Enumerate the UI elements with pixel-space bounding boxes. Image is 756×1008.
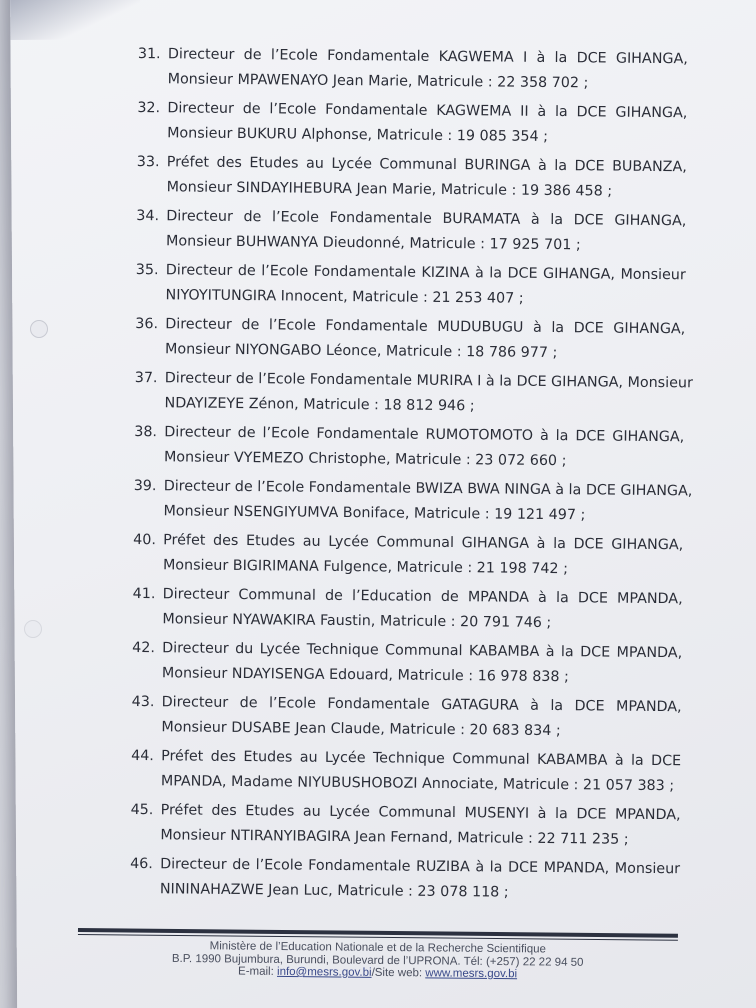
list-item-number: 39. xyxy=(133,477,157,495)
list-item-title: Directeur Communal de l’Education de MPANDA à la DCE MPANDA, xyxy=(162,586,683,608)
list-item-title: Directeur de l’Ecole Fondamentale BWIZA BWA NINGA à la DCE GIHANGA, xyxy=(163,478,693,500)
list-item-number: 44. xyxy=(131,747,154,765)
list-item xyxy=(130,798,680,853)
list-item-title: Préfet des Etudes au Lycée Communal BURINGA à la DCE BUBANZA, xyxy=(166,154,687,176)
list-item-number: 43. xyxy=(131,693,155,711)
website-link[interactable]: www.mesrs.gov.bi xyxy=(425,967,518,981)
list-item-title: Directeur de l’Ecole Fondamentale MUDUBUGU à la DCE GIHANGA, xyxy=(165,316,686,338)
list-item-title: Directeur de l’Ecole Fondamentale RUMOTOMOTO à la DCE GIHANGA, xyxy=(164,424,685,446)
list-item-holder: Monsieur BUKURU Alphonse, Matricule : 19 085 354 ; xyxy=(167,125,549,145)
page-footer xyxy=(78,928,678,982)
list-item xyxy=(131,690,681,745)
appointment-list xyxy=(130,42,693,911)
list-item xyxy=(133,528,683,583)
footer-ministry: Ministère de l’Education Nationale et de la Recherche Scientifique xyxy=(209,940,546,956)
list-item-holder: Monsieur SINDAYIHEBURA Jean Marie, Matricule : 19 386 458 ; xyxy=(166,179,613,200)
list-item-number: 32. xyxy=(137,99,161,117)
list-item-number: 46. xyxy=(130,855,153,873)
list-item-holder: Monsieur NDAYISENGA Edouard, Matricule : 16 978 838 ; xyxy=(161,665,569,686)
list-item-number: 42. xyxy=(132,639,156,657)
list-item-holder: Monsieur NIYONGABO Léonce, Matricule : 18 786 977 ; xyxy=(164,341,558,362)
list-item-title: Préfet des Etudes au Lycée Technique Communal KABAMBA à la DCE xyxy=(161,748,682,770)
list-item-title: Directeur de l’Ecole Fondamentale KAGWEMA II à la DCE GIHANGA, xyxy=(167,100,688,122)
footer-address: B.P. 1990 Bujumbura, Burundi, Boulevard de l’UPRONA. Tél: (+257) 22 22 94 50 xyxy=(171,952,584,969)
list-item-number: 31. xyxy=(137,45,161,63)
list-item-title: Préfet des Etudes au Lycée Communal MUSENYI à la DCE MPANDA, xyxy=(160,802,681,824)
list-item-title: Préfet des Etudes au Lycée Communal GIHANGA à la DCE GIHANGA, xyxy=(163,532,684,554)
list-item-title: Directeur du Lycée Technique Communal KABAMBA à la DCE MPANDA, xyxy=(162,640,683,662)
list-item-holder: NININAHAZWE Jean Luc, Matricule : 23 078 118 ; xyxy=(159,881,509,901)
list-item xyxy=(132,582,682,637)
corner-shadow xyxy=(10,0,140,40)
list-item xyxy=(132,636,682,691)
web-label: /Site web: xyxy=(371,966,426,980)
list-item-holder: Monsieur BIGIRIMANA Fulgence, Matricule : 21 198 742 ; xyxy=(162,557,569,578)
list-item-title: Directeur de l’Ecole Fondamentale RUZIBA à la DCE MPANDA, Monsieur xyxy=(160,856,681,878)
list-item xyxy=(133,474,693,529)
list-item-holder: NIYOYITUNGIRA Innocent, Matricule : 21 253 407 ; xyxy=(165,287,524,307)
list-item-number: 40. xyxy=(133,531,157,549)
list-item xyxy=(134,366,693,421)
list-item-holder: NDAYIZEYE Zénon, Matricule : 18 812 946 ; xyxy=(164,395,475,415)
list-item xyxy=(137,96,687,151)
list-item-holder: Monsieur NYAWAKIRA Faustin, Matricule : 20 791 746 ; xyxy=(162,611,552,631)
list-item-number: 34. xyxy=(136,207,160,225)
list-item xyxy=(135,312,685,367)
list-item-number: 45. xyxy=(130,801,154,819)
list-item-holder: Monsieur MPAWENAYO Jean Marie, Matricule : 22 358 702 ; xyxy=(167,71,589,92)
list-item-number: 37. xyxy=(134,369,158,387)
list-item-title: Directeur de l’Ecole Fondamentale MURIRA I à la DCE GIHANGA, Monsieur xyxy=(164,370,693,392)
list-item-title: Directeur de l’Ecole Fondamentale BURAMATA à la DCE GIHANGA, xyxy=(166,208,687,230)
list-item xyxy=(130,852,680,907)
list-item-number: 38. xyxy=(134,423,158,441)
list-item-title: Directeur de l’Ecole Fondamentale KIZINA à la DCE GIHANGA, Monsieur xyxy=(165,262,686,284)
list-item xyxy=(136,204,686,259)
list-item-number: 41. xyxy=(132,585,156,603)
punch-hole xyxy=(24,620,42,638)
email-label: E-mail: xyxy=(238,965,278,978)
list-item-holder: Monsieur DUSABE Jean Claude, Matricule : 20 683 834 ; xyxy=(161,719,561,740)
list-item-number: 33. xyxy=(136,153,160,171)
list-item xyxy=(134,420,684,475)
list-item-holder: Monsieur BUHWANYA Dieudonné, Matricule : 17 925 701 ; xyxy=(166,233,581,254)
list-item xyxy=(131,744,681,799)
list-item-holder: Monsieur VYEMEZO Christophe, Matricule : 23 072 660 ; xyxy=(163,449,567,470)
list-item-holder: MPANDA, Madame NIYUBUSHOBOZI Annociate, Matricule : 21 057 383 ; xyxy=(160,773,675,795)
list-item-title: Directeur de l’Ecole Fondamentale KAGWEMA I à la DCE GIHANGA, xyxy=(167,46,688,68)
list-item-holder: Monsieur NSENGIYUMVA Boniface, Matricule : 19 121 497 ; xyxy=(163,503,586,524)
list-item xyxy=(136,150,686,205)
punch-hole xyxy=(30,320,48,338)
email-link[interactable]: info@mesrs.gov.bi xyxy=(276,965,372,979)
list-item-holder: Monsieur NTIRANYIBAGIRA Jean Fernand, Matricule : 22 711 235 ; xyxy=(160,827,629,848)
list-item-title: Directeur de l’Ecole Fondamentale GATAGURA à la DCE MPANDA, xyxy=(161,694,682,716)
list-item xyxy=(138,42,688,97)
list-item xyxy=(135,258,685,313)
list-item-number: 36. xyxy=(135,315,159,333)
list-item-number: 35. xyxy=(135,261,159,279)
